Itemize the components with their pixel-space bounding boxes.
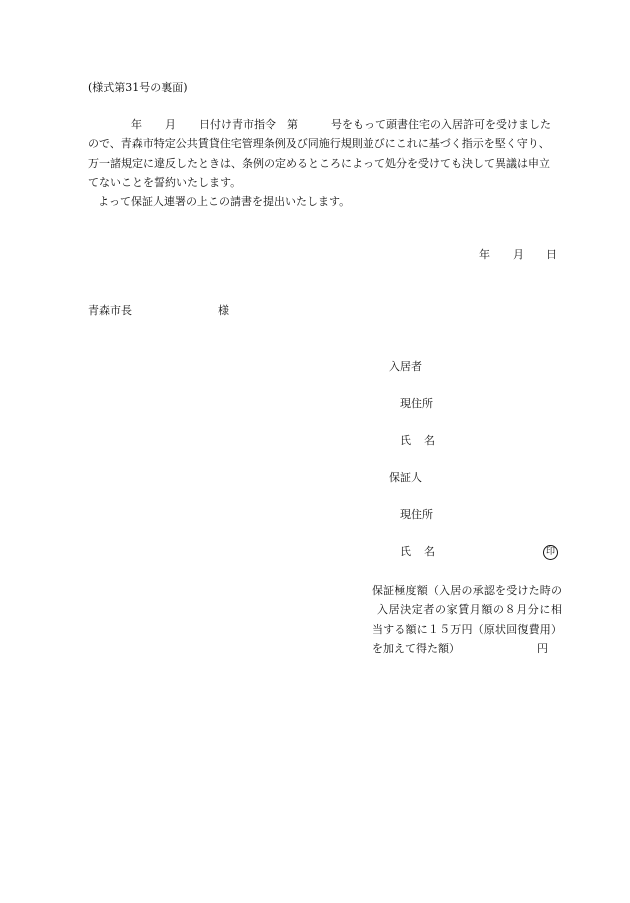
yen-unit-label: 円 bbox=[537, 641, 548, 655]
date-year-label: 年 bbox=[479, 248, 490, 261]
pledge-number-prefix: 第 bbox=[287, 118, 298, 131]
guarantee-limit-line: 入居決定者の家賃月額の８月分に相 bbox=[377, 603, 562, 617]
guarantor-name-label bbox=[400, 543, 435, 561]
guarantee-limit-line: 保証極度額（入居の承認を受けた時の bbox=[372, 584, 562, 597]
date-month-label: 月 bbox=[513, 248, 524, 261]
guarantee-limit-block bbox=[372, 581, 562, 658]
guarantor-address-label: 現住所 bbox=[400, 508, 433, 521]
blank-space bbox=[132, 311, 218, 312]
guarantee-limit-line: を加えて得た額） bbox=[372, 641, 460, 655]
blank-space bbox=[88, 124, 131, 125]
tenant-heading: 入居者 bbox=[389, 360, 422, 373]
seal-mark: 印 bbox=[543, 545, 558, 560]
pledge-paragraph bbox=[88, 115, 554, 211]
blank-space bbox=[298, 124, 331, 125]
pledge-line-2: ので、青森市特定公共賃貸住宅管理条例及び同施行規則並びにこれに基づく指示を堅く守り、 bbox=[88, 137, 550, 151]
addressee bbox=[88, 302, 229, 320]
blank-space bbox=[176, 124, 199, 125]
name-label-part: 名 bbox=[424, 434, 435, 447]
submission-date bbox=[479, 246, 557, 264]
pledge-continuation: 号をもって頭書住宅の入居許可を受けました bbox=[331, 118, 551, 131]
pledge-line-4: てないことを誓約いたします。 bbox=[88, 175, 242, 189]
guarantor-heading: 保証人 bbox=[389, 471, 422, 484]
date-day-label: 日 bbox=[546, 248, 557, 261]
form-number-label: (様式第31号の裏面) bbox=[88, 81, 188, 94]
pledge-month-label: 月 bbox=[165, 118, 176, 131]
pledge-line-1 bbox=[88, 115, 554, 134]
blank-space bbox=[411, 441, 424, 442]
tenant-address-label: 現住所 bbox=[400, 397, 433, 410]
blank-space bbox=[490, 255, 513, 256]
addressee-honorific: 様 bbox=[218, 304, 229, 317]
pledge-line-3: 万一諸規定に違反したときは、条例の定めるところによって処分を受けても決して異議は申立 bbox=[88, 156, 550, 170]
blank-space bbox=[524, 255, 546, 256]
addressee-name: 青森市長 bbox=[88, 304, 132, 317]
guarantee-limit-line: 当する額に１５万円（原状回復費用） bbox=[372, 622, 562, 636]
name-label-part: 名 bbox=[424, 545, 435, 558]
pledge-year-label: 年 bbox=[131, 118, 142, 131]
pledge-line-5: よって保証人連署の上この請書を提出いたします。 bbox=[98, 195, 351, 209]
name-label-part: 氏 bbox=[400, 434, 411, 447]
name-label-part: 氏 bbox=[400, 545, 411, 558]
guarantee-limit-last-line bbox=[372, 639, 562, 658]
tenant-name-label bbox=[400, 432, 435, 450]
blank-space bbox=[276, 124, 287, 125]
blank-space bbox=[142, 124, 165, 125]
pledge-day-reference: 日付け青市指令 bbox=[199, 118, 276, 131]
blank-space bbox=[411, 552, 424, 553]
